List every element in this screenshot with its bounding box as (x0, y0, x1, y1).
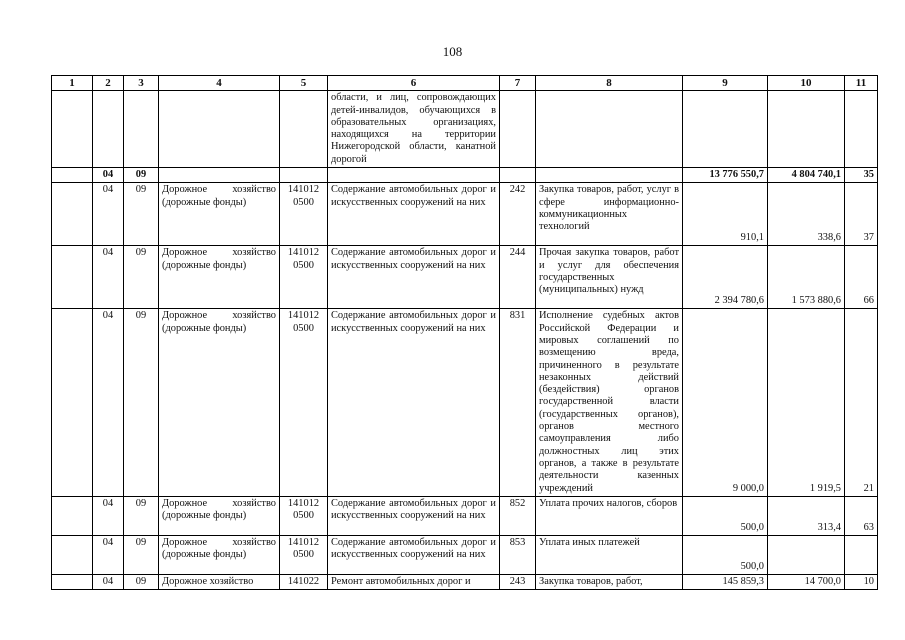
section-code: 04 (93, 574, 124, 589)
section-code: 04 (93, 496, 124, 535)
target-article: 141012 0500 (280, 246, 328, 309)
column-header: 2 (93, 76, 124, 91)
section-name: Дорожное хозяйство (159, 574, 280, 589)
executed-amount: 313,4 (768, 496, 845, 535)
section-code: 04 (93, 535, 124, 574)
expense-type-code: 831 (500, 309, 536, 496)
table-row (52, 496, 878, 535)
column-header: 6 (328, 76, 500, 91)
column-header-row (52, 76, 878, 91)
expense-type-code: 242 (500, 183, 536, 246)
percent-executed: 10 (845, 574, 878, 589)
column-header: 8 (536, 76, 683, 91)
percent-executed: 66 (845, 246, 878, 309)
expense-type-code: 244 (500, 246, 536, 309)
column-header: 4 (159, 76, 280, 91)
expense-type-code: 852 (500, 496, 536, 535)
section-name: Дорожное хозяйство (дорожные фонды) (159, 246, 280, 309)
page-number: 108 (442, 44, 463, 59)
expense-type-name: Уплата прочих налогов, сборов (536, 496, 683, 535)
percent-executed: 35 (845, 168, 878, 183)
section-code: 04 (93, 246, 124, 309)
planned-amount: 910,1 (683, 183, 768, 246)
section-code: 04 (93, 183, 124, 246)
subsection-code: 09 (124, 168, 159, 183)
table-row (52, 535, 878, 574)
target-article: 141022 (280, 574, 328, 589)
column-header: 11 (845, 76, 878, 91)
target-article: 141012 0500 (280, 183, 328, 246)
subsection-code: 09 (124, 183, 159, 246)
column-header: 3 (124, 76, 159, 91)
table-row (52, 183, 878, 246)
purpose-cell: Содержание автомобильных дорог и искусственных сооружений на них (328, 183, 500, 246)
column-header: 10 (768, 76, 845, 91)
purpose-cell: Содержание автомобильных дорог и искусственных сооружений на них (328, 496, 500, 535)
executed-amount: 1 919,5 (768, 309, 845, 496)
subsection-code: 09 (124, 309, 159, 496)
executed-amount (768, 535, 845, 574)
section-name: Дорожное хозяйство (дорожные фонды) (159, 496, 280, 535)
purpose-cell: Содержание автомобильных дорог и искусственных сооружений на них (328, 535, 500, 574)
percent-executed: 63 (845, 496, 878, 535)
column-header: 9 (683, 76, 768, 91)
executed-amount: 1 573 880,6 (768, 246, 845, 309)
executed-amount: 14 700,0 (768, 574, 845, 589)
percent-executed: 21 (845, 309, 878, 496)
planned-amount: 13 776 550,7 (683, 168, 768, 183)
purpose-cell: области, и лиц, сопровождающих детей-инвалидов, обучающихся в образовательных организациях, находящихся на территории Нижегородской области, канатной дорогой (328, 91, 500, 168)
expense-type-name: Закупка товаров, работ, услуг в сфере информационно-коммуникационных технологий (536, 183, 683, 246)
planned-amount: 2 394 780,6 (683, 246, 768, 309)
column-header: 7 (500, 76, 536, 91)
target-article: 141012 0500 (280, 309, 328, 496)
purpose-cell: Содержание автомобильных дорог и искусственных сооружений на них (328, 309, 500, 496)
target-article: 141012 0500 (280, 496, 328, 535)
planned-amount: 9 000,0 (683, 309, 768, 496)
expense-type-code: 853 (500, 535, 536, 574)
planned-amount: 500,0 (683, 535, 768, 574)
subsection-code: 09 (124, 496, 159, 535)
percent-executed: 37 (845, 183, 878, 246)
table-row (52, 246, 878, 309)
expense-type-name: Закупка товаров, работ, (536, 574, 683, 589)
expense-type-name: Исполнение судебных актов Российской Федерации и мировых соглашений по возмещению вреда, причиненного в результате незаконных действий (бездействия) органов государственной власти (государственных органов), органов местного самоуправления либо должностных лиц этих органов, а также в результате деятельности казенных учреждений (536, 309, 683, 496)
column-header: 5 (280, 76, 328, 91)
section-name: Дорожное хозяйство (дорожные фонды) (159, 535, 280, 574)
table-row (52, 309, 878, 496)
target-article: 141012 0500 (280, 535, 328, 574)
continuation-row (52, 91, 878, 168)
subsection-code: 09 (124, 535, 159, 574)
executed-amount: 4 804 740,1 (768, 168, 845, 183)
section-name: Дорожное хозяйство (дорожные фонды) (159, 183, 280, 246)
percent-executed (845, 535, 878, 574)
executed-amount: 338,6 (768, 183, 845, 246)
subtotal-row (52, 168, 878, 183)
section-name: Дорожное хозяйство (дорожные фонды) (159, 309, 280, 496)
purpose-cell: Содержание автомобильных дорог и искусственных сооружений на них (328, 246, 500, 309)
section-code: 04 (93, 168, 124, 183)
subsection-code: 09 (124, 574, 159, 589)
section-code: 04 (93, 309, 124, 496)
expense-type-code: 243 (500, 574, 536, 589)
subsection-code: 09 (124, 246, 159, 309)
purpose-cell: Ремонт автомобильных дорог и (328, 574, 500, 589)
planned-amount: 145 859,3 (683, 574, 768, 589)
planned-amount: 500,0 (683, 496, 768, 535)
table-row (52, 574, 878, 589)
expense-type-name: Уплата иных платежей (536, 535, 683, 574)
column-header: 1 (52, 76, 93, 91)
expense-type-name: Прочая закупка товаров, работ и услуг для обеспечения государственных (муниципальных) нужд (536, 246, 683, 309)
budget-table (51, 75, 878, 590)
